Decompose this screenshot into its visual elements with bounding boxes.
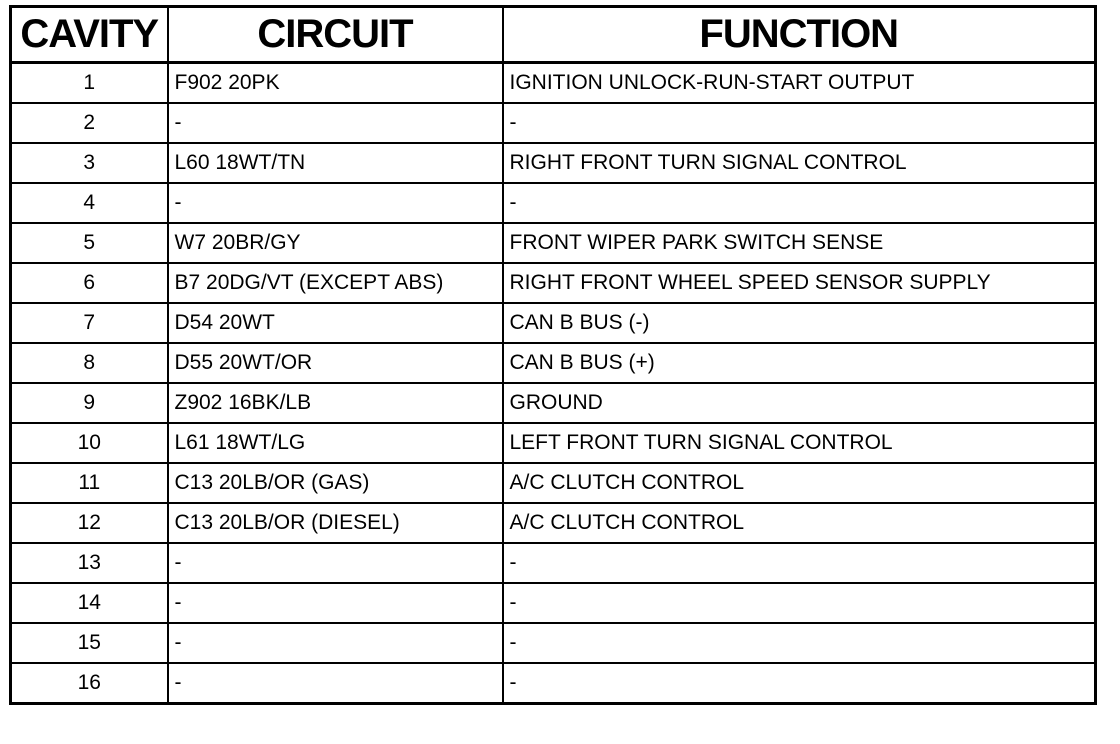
table-row xyxy=(11,183,1096,223)
circuit-cell: - xyxy=(168,623,503,663)
function-cell: CAN B BUS (+) xyxy=(503,343,1096,383)
circuit-cell: B7 20DG/VT (EXCEPT ABS) xyxy=(168,263,503,303)
column-header-circuit: CIRCUIT xyxy=(168,7,503,63)
pinout-table-container xyxy=(9,5,1094,705)
cavity-cell: 6 xyxy=(11,263,168,303)
circuit-cell: D55 20WT/OR xyxy=(168,343,503,383)
cavity-cell: 15 xyxy=(11,623,168,663)
table-row xyxy=(11,63,1096,104)
cavity-cell: 7 xyxy=(11,303,168,343)
table-row xyxy=(11,383,1096,423)
cavity-cell: 4 xyxy=(11,183,168,223)
cavity-cell: 10 xyxy=(11,423,168,463)
circuit-cell: - xyxy=(168,583,503,623)
table-row xyxy=(11,623,1096,663)
table-row xyxy=(11,223,1096,263)
cavity-cell: 5 xyxy=(11,223,168,263)
function-cell: RIGHT FRONT WHEEL SPEED SENSOR SUPPLY xyxy=(503,263,1096,303)
function-cell: FRONT WIPER PARK SWITCH SENSE xyxy=(503,223,1096,263)
circuit-cell: L60 18WT/TN xyxy=(168,143,503,183)
cavity-cell: 11 xyxy=(11,463,168,503)
table-row xyxy=(11,543,1096,583)
cavity-cell: 2 xyxy=(11,103,168,143)
circuit-cell: - xyxy=(168,103,503,143)
cavity-cell: 14 xyxy=(11,583,168,623)
cavity-cell: 9 xyxy=(11,383,168,423)
table-row xyxy=(11,303,1096,343)
table-header xyxy=(11,7,1096,63)
table-row xyxy=(11,463,1096,503)
table-body xyxy=(11,63,1096,704)
function-cell: - xyxy=(503,543,1096,583)
circuit-cell: D54 20WT xyxy=(168,303,503,343)
function-cell: - xyxy=(503,103,1096,143)
function-cell: A/C CLUTCH CONTROL xyxy=(503,503,1096,543)
table-row xyxy=(11,263,1096,303)
circuit-cell: - xyxy=(168,663,503,704)
table-row xyxy=(11,583,1096,623)
cavity-cell: 1 xyxy=(11,63,168,104)
function-cell: - xyxy=(503,583,1096,623)
circuit-cell: C13 20LB/OR (GAS) xyxy=(168,463,503,503)
cavity-cell: 12 xyxy=(11,503,168,543)
circuit-cell: F902 20PK xyxy=(168,63,503,104)
circuit-cell: L61 18WT/LG xyxy=(168,423,503,463)
column-header-cavity: CAVITY xyxy=(11,7,168,63)
cavity-cell: 8 xyxy=(11,343,168,383)
function-cell: - xyxy=(503,183,1096,223)
table-row xyxy=(11,423,1096,463)
column-header-function: FUNCTION xyxy=(503,7,1096,63)
table-row xyxy=(11,143,1096,183)
circuit-cell: W7 20BR/GY xyxy=(168,223,503,263)
table-row xyxy=(11,503,1096,543)
cavity-cell: 3 xyxy=(11,143,168,183)
header-row xyxy=(11,7,1096,63)
function-cell: - xyxy=(503,623,1096,663)
table-row xyxy=(11,663,1096,704)
circuit-cell: Z902 16BK/LB xyxy=(168,383,503,423)
circuit-cell: C13 20LB/OR (DIESEL) xyxy=(168,503,503,543)
table-row xyxy=(11,343,1096,383)
circuit-cell: - xyxy=(168,543,503,583)
table-row xyxy=(11,103,1096,143)
connector-pinout-table xyxy=(9,5,1097,705)
function-cell: GROUND xyxy=(503,383,1096,423)
function-cell: LEFT FRONT TURN SIGNAL CONTROL xyxy=(503,423,1096,463)
function-cell: CAN B BUS (-) xyxy=(503,303,1096,343)
function-cell: - xyxy=(503,663,1096,704)
cavity-cell: 16 xyxy=(11,663,168,704)
function-cell: IGNITION UNLOCK-RUN-START OUTPUT xyxy=(503,63,1096,104)
cavity-cell: 13 xyxy=(11,543,168,583)
function-cell: RIGHT FRONT TURN SIGNAL CONTROL xyxy=(503,143,1096,183)
circuit-cell: - xyxy=(168,183,503,223)
function-cell: A/C CLUTCH CONTROL xyxy=(503,463,1096,503)
